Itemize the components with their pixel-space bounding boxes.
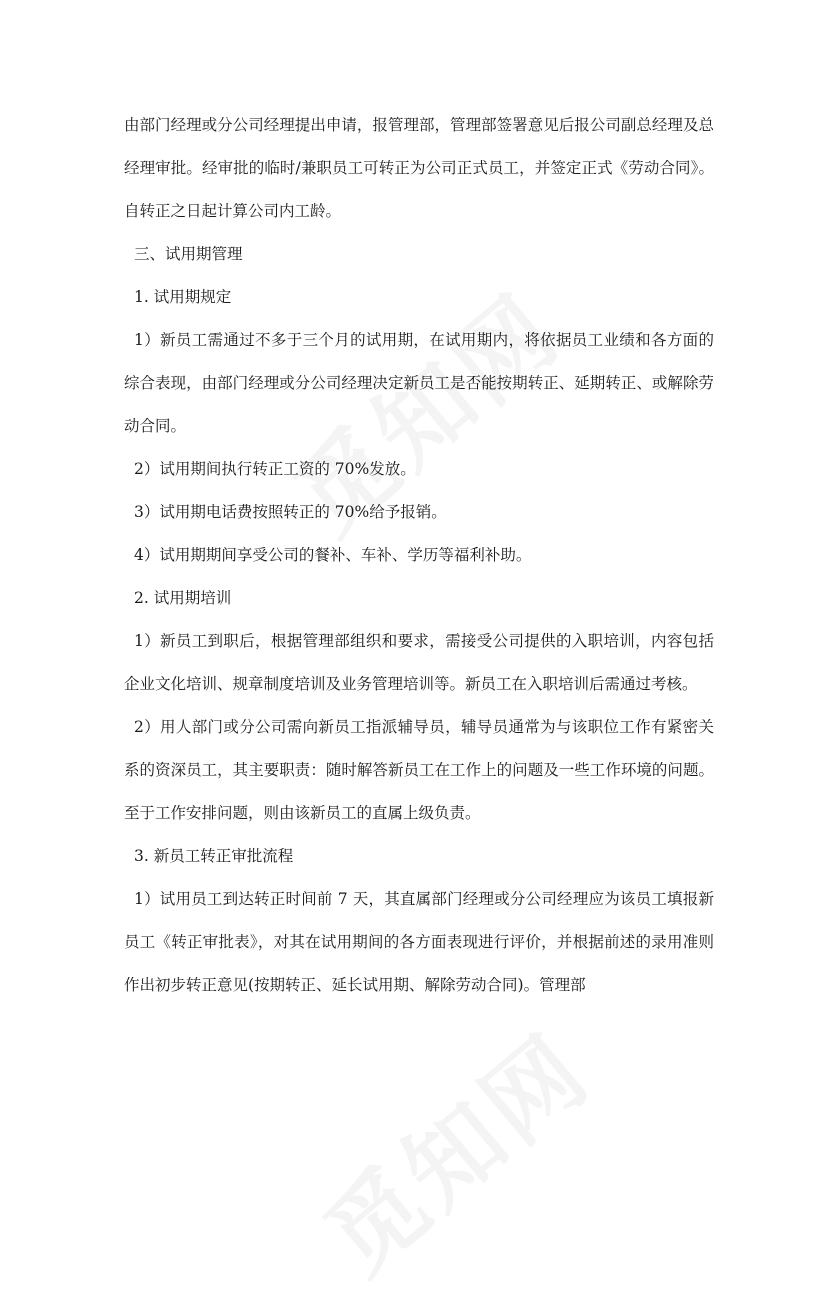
paragraph: 2）用人部门或分公司需向新员工指派辅导员，辅导员通常为与该职位工作有紧密关系的资深员工，其主要职责：随时解答新员工在工作上的问题及一些工作环境的问题。至于工作安排问题，则由该新员工的直属上级负责。 <box>124 718 714 822</box>
subsection-heading: 2. 试用期培训 <box>134 589 232 607</box>
paragraph: 4）试用期期间享受公司的餐补、车补、学历等福利补助。 <box>134 546 532 564</box>
paragraph: 1）试用员工到达转正时间前 7 天，其直属部门经理或分公司经理应为该员工填报新员工《转正审批表》，对其在试用期间的各方面表现进行评价，并根据前述的录用准则作出初步转正意见(按期转正、延长试用期、解除劳动合同)。管理部 <box>124 890 714 994</box>
subsection-heading: 3. 新员工转正审批流程 <box>134 847 294 865</box>
paragraph: 由部门经理或分公司经理提出申请，报管理部，管理部签署意见后报公司副总经理及总经理审批。经审批的临时/兼职员工可转正为公司正式员工，并签定正式《劳动合同》。自转正之日起计算公司内工龄。 <box>124 116 714 220</box>
paragraph: 1）新员工需通过不多于三个月的试用期，在试用期内，将依据员工业绩和各方面的综合表现，由部门经理或分公司经理决定新员工是否能按期转正、延期转正、或解除劳动合同。 <box>124 331 714 435</box>
paragraph: 2）试用期间执行转正工资的 70%发放。 <box>134 460 416 478</box>
document-body <box>124 104 714 1007</box>
paragraph: 1）新员工到职后，根据管理部组织和要求，需接受公司提供的入职培训，内容包括企业文化培训、规章制度培训及业务管理培训等。新员工在入职培训后需通过考核。 <box>124 632 714 693</box>
subsection-heading: 1. 试用期规定 <box>134 288 232 306</box>
watermark <box>292 998 614 1299</box>
section-heading: 三、试用期管理 <box>134 245 243 263</box>
paragraph: 3）试用期电话费按照转正的 70%给予报销。 <box>134 503 447 521</box>
